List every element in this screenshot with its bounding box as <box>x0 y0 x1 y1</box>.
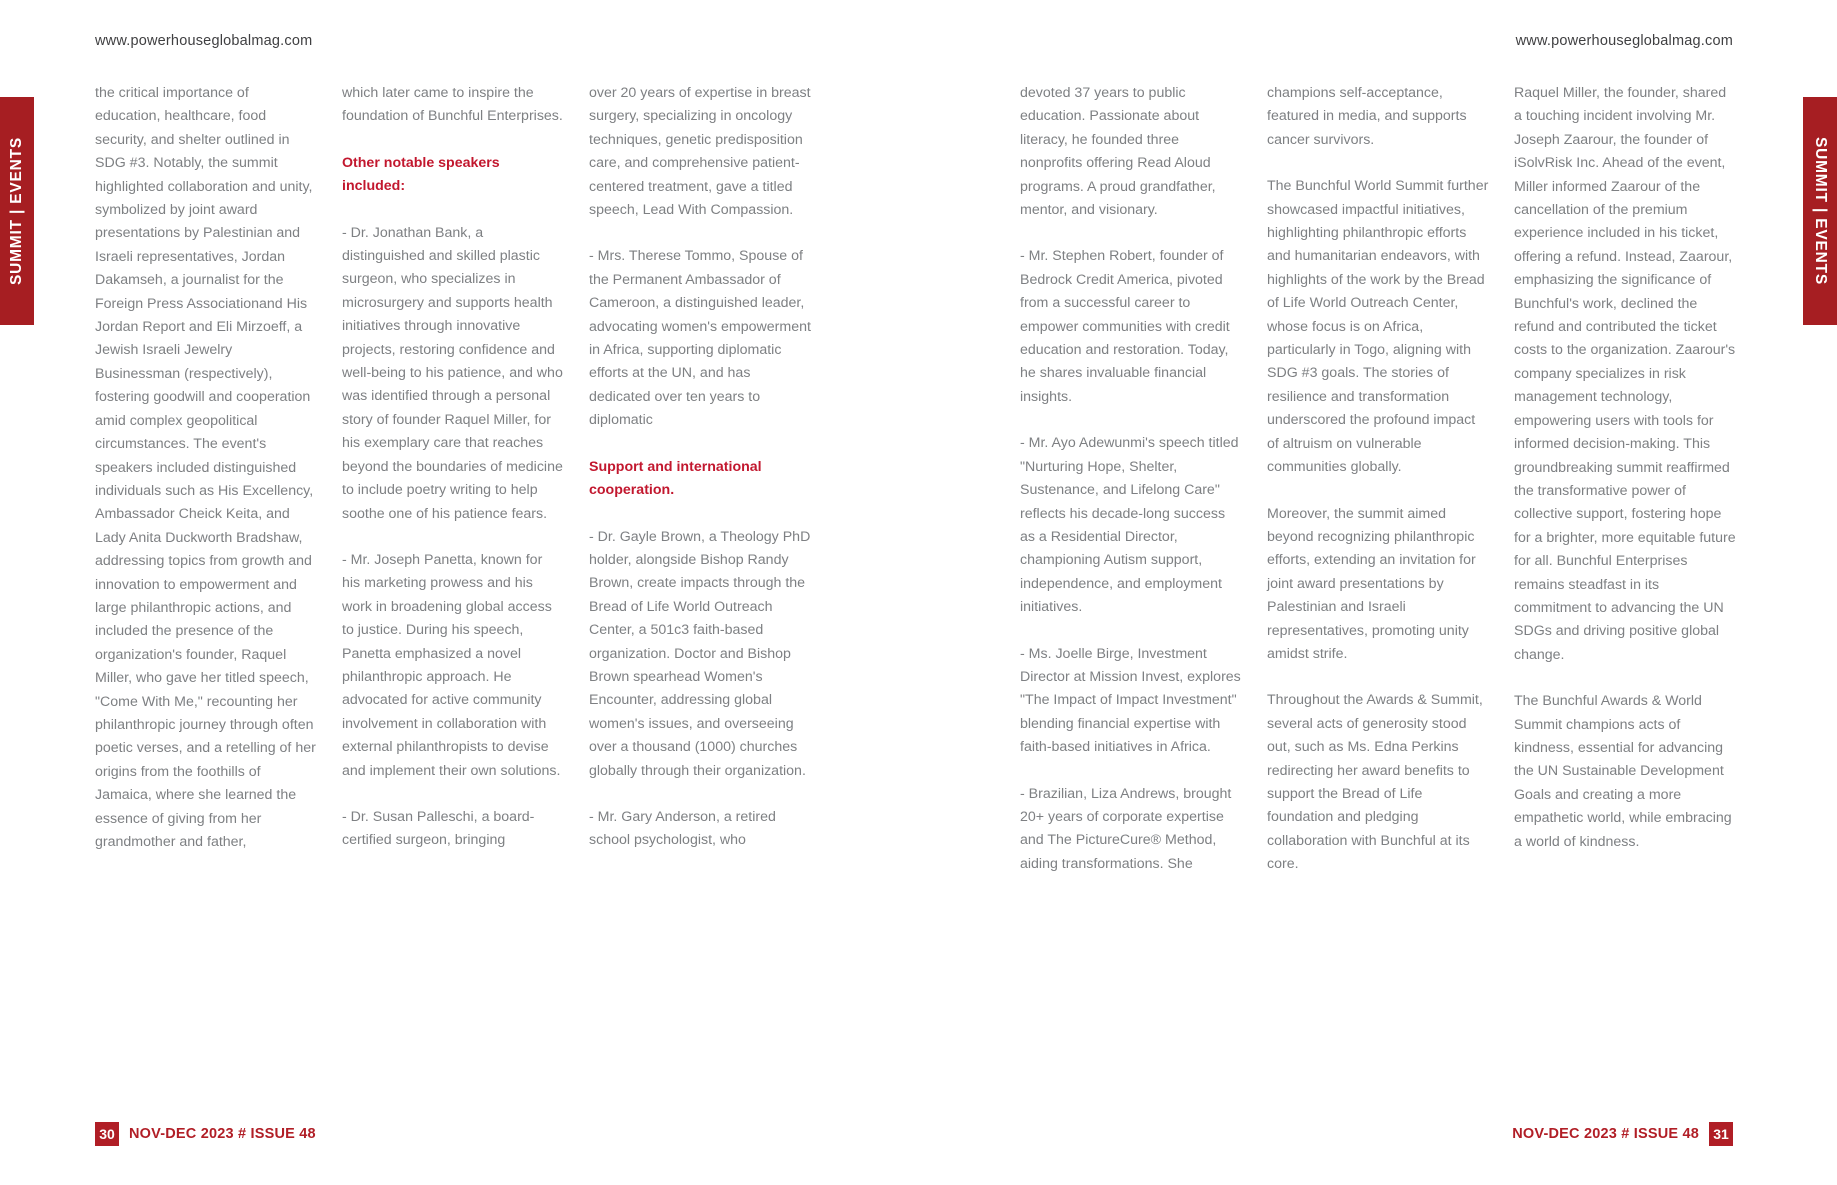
paragraph: The Bunchful World Summit further showcased impactful initiatives, highlighting philanthropic efforts and humanitarian endeavors, with highlights of the work by the Bread of Life World Outreach Center, whose focus is on Africa, particularly in Togo, aligning with SDG #3 goals. The stories of resilience and transformation underscored the profound impact of altruism on vulnerable communities globally. <box>1267 178 1489 476</box>
paragraph: - Dr. Susan Palleschi, a board-certified surgeon, bringing <box>342 808 535 849</box>
text-column <box>1514 82 1736 900</box>
website-url: www.powerhouseglobalmag.com <box>95 33 313 49</box>
paragraph: the critical importance of education, healthcare, food security, and shelter outlined in SDG #3. Notably, the summit highlighted collaboration and unity, symbolized by joint award presentations by Palestinian and Israeli representatives, Jordan Dakamseh, a journalist for the Foreign Press Associationand His Jordan Report and Eli Mirzoeff, a Jewish Israeli Jewelry Businessman (respectively), fostering goodwill and cooperation amid complex geopolitical circumstances. The event's speakers included distinguished individuals such as His Excellency, Ambassador Cheick Keita, and Lady Anita Duckworth Bradshaw, addressing topics from growth and innovation to empowerment and large philanthropic actions, and included the presence of the organization's founder, Raquel Miller, who gave her titled speech, "Come With Me," recounting her philanthropic journey through often poetic verses, and a retelling of her origins from the foothills of Jamaica, where she learned the essence of giving from her grandmother and father, <box>95 85 316 850</box>
paragraph: - Dr. Gayle Brown, a Theology PhD holder, alongside Bishop Randy Brown, create impacts through the Bread of Life World Outreach Center, a 501c3 faith-based organization. Doctor and Bishop Brown spearhead Women's Encounter, addressing global women's issues, and overseeing over a thousand (1000) churches globally through their organization. <box>589 528 811 779</box>
text-column <box>1267 82 1489 900</box>
issue-label: NOV-DEC 2023 # ISSUE 48 <box>129 1126 316 1142</box>
page-number-badge: 30 <box>95 1122 119 1146</box>
paragraph: - Ms. Joelle Birge, Investment Director at Mission Invest, explores "The Impact of Impact Investment" blending financial expertise with faith-based initiatives in Africa. <box>1020 645 1241 756</box>
page-footer <box>1512 1122 1733 1146</box>
text-column <box>1020 82 1242 900</box>
paragraph: Moreover, the summit aimed beyond recognizing philanthropic efforts, extending an invitation for joint award presentations by Palestinian and Israeli representatives, promoting unity amidst strife. <box>1267 505 1476 662</box>
paragraph: which later came to inspire the foundation of Bunchful Enterprises. <box>342 85 563 125</box>
section-heading: Other notable speakers included: <box>342 154 500 195</box>
page-number-badge: 31 <box>1709 1122 1733 1146</box>
section-heading: Support and international cooperation. <box>589 458 762 499</box>
page-30-columns <box>95 82 811 877</box>
paragraph: - Dr. Jonathan Bank, a distinguished and skilled plastic surgeon, who specializes in microsurgery and supports health initiatives through innovative projects, restoring confidence and well-being to his patience, and who was identified through a personal story of founder Raquel Miller, for his exemplary care that reaches beyond the boundaries of medicine to include poetry writing to help soothe one of his patience fears. <box>342 224 563 522</box>
paragraph: - Mr. Gary Anderson, a retired school psychologist, who <box>589 808 776 849</box>
paragraph: The Bunchful Awards & World Summit champions acts of kindness, essential for advancing the UN Sustainable Development Goals and creating a more empathetic world, while embracing a world of kindness. <box>1514 693 1732 850</box>
text-column <box>589 82 811 877</box>
paragraph: - Mr. Stephen Robert, founder of Bedrock Credit America, pivoted from a successful career to empower communities with credit education and restoration. Today, he shares invaluable financial insights. <box>1020 248 1230 405</box>
page-31 <box>919 0 1837 1185</box>
paragraph: over 20 years of expertise in breast surgery, specializing in oncology techniques, genetic predisposition care, and comprehensive patient-centered treatment, gave a titled speech, Lead With Compassion. <box>589 85 811 219</box>
paragraph: Raquel Miller, the founder, shared a touching incident involving Mr. Joseph Zaarour, the founder of iSolvRisk Inc. Ahead of the event, Miller informed Zaarour of the cancellation of the premium experience included in his ticket, offering a refund. Instead, Zaarour, emphasizing the significance of Bunchful's work, declined the refund and contributed the ticket costs to the organization. Zaarour's company specializes in risk management technology, empowering users with tools for informed decision-making. This groundbreaking summit reaffirmed the transformative power of collective support, fostering hope for a brighter, more equitable future for all. Bunchful Enterprises remains steadfast in its commitment to advancing the UN SDGs and driving positive global change. <box>1514 85 1736 663</box>
paragraph: devoted 37 years to public education. Passionate about literacy, he founded three nonprofits offering Read Aloud programs. A proud grandfather, mentor, and visionary. <box>1020 85 1216 219</box>
issue-label: NOV-DEC 2023 # ISSUE 48 <box>1512 1126 1699 1142</box>
paragraph: champions self-acceptance, featured in media, and supports cancer survivors. <box>1267 85 1467 148</box>
website-url: www.powerhouseglobalmag.com <box>1515 33 1733 49</box>
text-column <box>342 82 564 877</box>
paragraph: - Mr. Joseph Panetta, known for his marketing prowess and his work in broadening global access to justice. During his speech, Panetta emphasized a novel philanthropic approach. He advocated for active community involvement in collaboration with external philanthropists to devise and implement their own solutions. <box>342 551 561 779</box>
left-section-tab-label: SUMMIT | EVENTS <box>8 136 26 286</box>
page-footer <box>95 1122 316 1146</box>
paragraph: - Mr. Ayo Adewunmi's speech titled "Nurturing Hope, Shelter, Sustenance, and Lifelong Care" reflects his decade-long success as a Residential Director, championing Autism support, independence, and employment initiatives. <box>1020 435 1239 616</box>
paragraph: - Brazilian, Liza Andrews, brought 20+ years of corporate expertise and The PictureCure® Method, aiding transformations. She <box>1020 785 1232 872</box>
text-column <box>95 82 317 877</box>
page-31-columns <box>1020 82 1736 900</box>
paragraph: Throughout the Awards & Summit, several acts of generosity stood out, such as Ms. Edna Perkins redirecting her award benefits to support the Bread of Life foundation and pledging collaboration with Bunchful at its core. <box>1267 692 1483 873</box>
right-section-tab-label: SUMMIT | EVENTS <box>1812 136 1830 286</box>
paragraph: - Mrs. Therese Tommo, Spouse of the Permanent Ambassador of Cameroon, a distinguished leader, advocating women's empowerment in Africa, supporting diplomatic efforts at the UN, and has dedicated over ten years to diplomatic <box>589 248 811 429</box>
page-30 <box>0 0 918 1185</box>
